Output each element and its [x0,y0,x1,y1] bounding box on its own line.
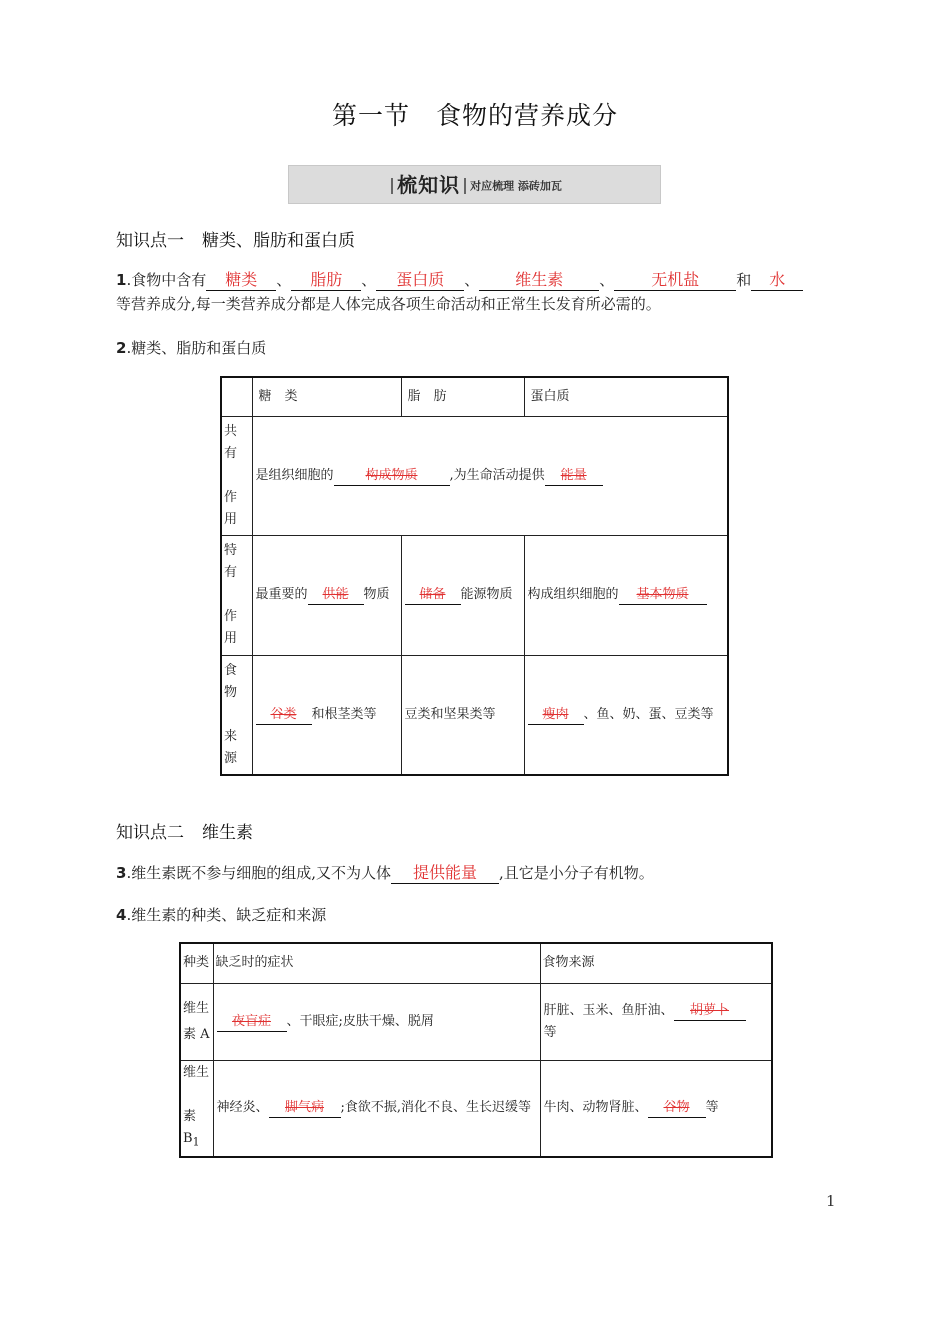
table-cell [221,377,252,416]
answer-blank: 能量 [560,467,587,483]
table-row [221,377,728,416]
label-char: 作 [224,609,238,624]
label-text: 素 [183,1109,197,1125]
question-2 [116,336,266,360]
banner-sub-label: 对应梳理 添砖加瓦 [470,179,562,193]
label-char: 有 [224,445,238,461]
label-text: 维生 [183,1065,210,1081]
question-text: .维生素既不参与细胞的组成,又不为人体 [126,864,391,882]
table-cell [401,535,524,655]
column-header: 脂 肪 [401,377,524,416]
section-heading-1 [116,226,355,251]
table-cell [524,535,728,655]
label-char: 源 [224,750,238,766]
heading-text: 糖类、脂肪和蛋白质 [202,231,355,251]
answer-blank: 储备 [419,587,446,602]
label-text: 维生 [183,1000,210,1016]
answer-blank: 谷类 [270,706,297,722]
vitamins-table [179,942,773,1158]
question-number: 3 [116,864,127,882]
heading-number: 知识点二 [116,823,184,843]
banner-main-label: 梳知识 [397,173,461,197]
separator: 、 [276,271,292,289]
label-text: B [183,1131,193,1147]
label-char: 特 [224,543,238,558]
table-cell [252,416,728,535]
heading-text: 维生素 [202,823,253,843]
question-number: 4 [116,906,127,924]
cell-text: 构成组织细胞的 [527,587,619,602]
column-header: 缺乏时的症状 [213,943,540,983]
question-text: .维生素的种类、缺乏症和来源 [126,906,327,924]
separator: 、 [599,271,615,289]
column-header: 糖 类 [252,377,401,416]
label-char: 用 [224,511,238,527]
answer-blank: 基本物质 [636,587,689,602]
cell-text: 最重要的 [255,587,308,602]
question-text-line2: 等营养成分,每一类营养成分都是人体完成各项生命活动和正常生长发育所必需的。 [116,295,661,313]
table-row [180,943,772,983]
section-heading-2 [116,818,253,843]
page-title [0,96,950,132]
divider-bar [464,178,466,194]
answer-blank: 脚气病 [285,1100,325,1116]
answer-blank: 维生素 [479,270,599,291]
conjunction: 和 [736,271,752,289]
separator: 、 [464,271,480,289]
question-number: 2 [116,339,127,357]
label-subscript: 1 [192,1136,200,1150]
answer-blank: 糖类 [206,270,276,291]
page-number: 1 [826,1192,836,1210]
question-text: ,且它是小分子有机物。 [498,864,654,882]
question-4 [116,903,326,927]
cell-text: 、鱼、奶、蛋、豆类等 [583,706,714,722]
question-number: 1 [116,271,127,289]
table-cell [540,1060,772,1157]
cell-text: ,为生命活动提供 [449,467,545,483]
divider-bar [391,178,393,194]
cell-text: ;食欲不振,消化不良、生长迟缓等 [340,1100,532,1116]
answer-blank: 夜盲症 [231,1013,271,1029]
cell-text: 等 [543,1024,557,1040]
cell-text: 能源物质 [460,587,513,602]
table-cell [213,983,540,1060]
answer-blank: 无机盐 [614,270,736,291]
table-cell [252,655,401,775]
row-label [221,535,252,655]
column-header: 蛋白质 [524,377,728,416]
table-cell [252,535,401,655]
label-char: 有 [224,565,238,580]
cell-text: 是组织细胞的 [255,467,334,483]
nutrients-table [220,376,729,776]
separator: 、 [361,271,377,289]
cell-text: 肝脏、玉米、鱼肝油、 [543,1002,674,1018]
table-row [221,416,728,535]
table-cell: 豆类和坚果类等 [401,655,524,775]
label-char: 共 [224,423,238,439]
answer-blank: 提供能量 [391,863,499,884]
section-title: 食物的营养成分 [436,101,619,130]
answer-blank: 胡萝卜 [690,1002,730,1018]
answer-blank: 构成物质 [365,467,418,483]
row-label [221,416,252,535]
cell-text: 神经炎、 [216,1100,269,1116]
label-char: 食 [224,662,238,678]
table-row [180,1060,772,1157]
cell-text: 等 [705,1100,719,1116]
table-row [180,983,772,1060]
knowledge-banner [288,165,661,204]
answer-blank: 谷物 [663,1100,690,1116]
section-number: 第一节 [331,101,410,130]
row-label [221,655,252,775]
cell-text: 和根茎类等 [311,706,377,722]
label-char: 来 [224,728,238,744]
table-row [221,535,728,655]
column-header: 种类 [180,943,213,983]
heading-number: 知识点一 [116,231,184,251]
cell-text: 物质 [363,587,390,602]
answer-blank: 供能 [322,587,349,602]
row-label [180,983,213,1060]
label-text: 素 A [183,1026,210,1042]
label-char: 作 [224,489,238,505]
answer-blank: 水 [751,270,803,291]
answer-blank: 蛋白质 [376,270,464,291]
question-3 [116,861,836,885]
row-label [180,1060,213,1157]
question-text: .食物中含有 [126,271,207,289]
label-char: 用 [224,631,238,646]
answer-blank: 瘦肉 [542,706,569,722]
question-text: .糖类、脂肪和蛋白质 [126,339,267,357]
table-cell [524,655,728,775]
table-cell [540,983,772,1060]
column-header: 食物来源 [540,943,772,983]
question-1 [116,268,836,316]
answer-blank: 脂肪 [291,270,361,291]
table-cell [213,1060,540,1157]
label-char: 物 [224,684,238,700]
cell-text: 、干眼症;皮肤干燥、脱屑 [286,1013,434,1029]
cell-text: 牛肉、动物肾脏、 [543,1100,648,1116]
table-row [221,655,728,775]
